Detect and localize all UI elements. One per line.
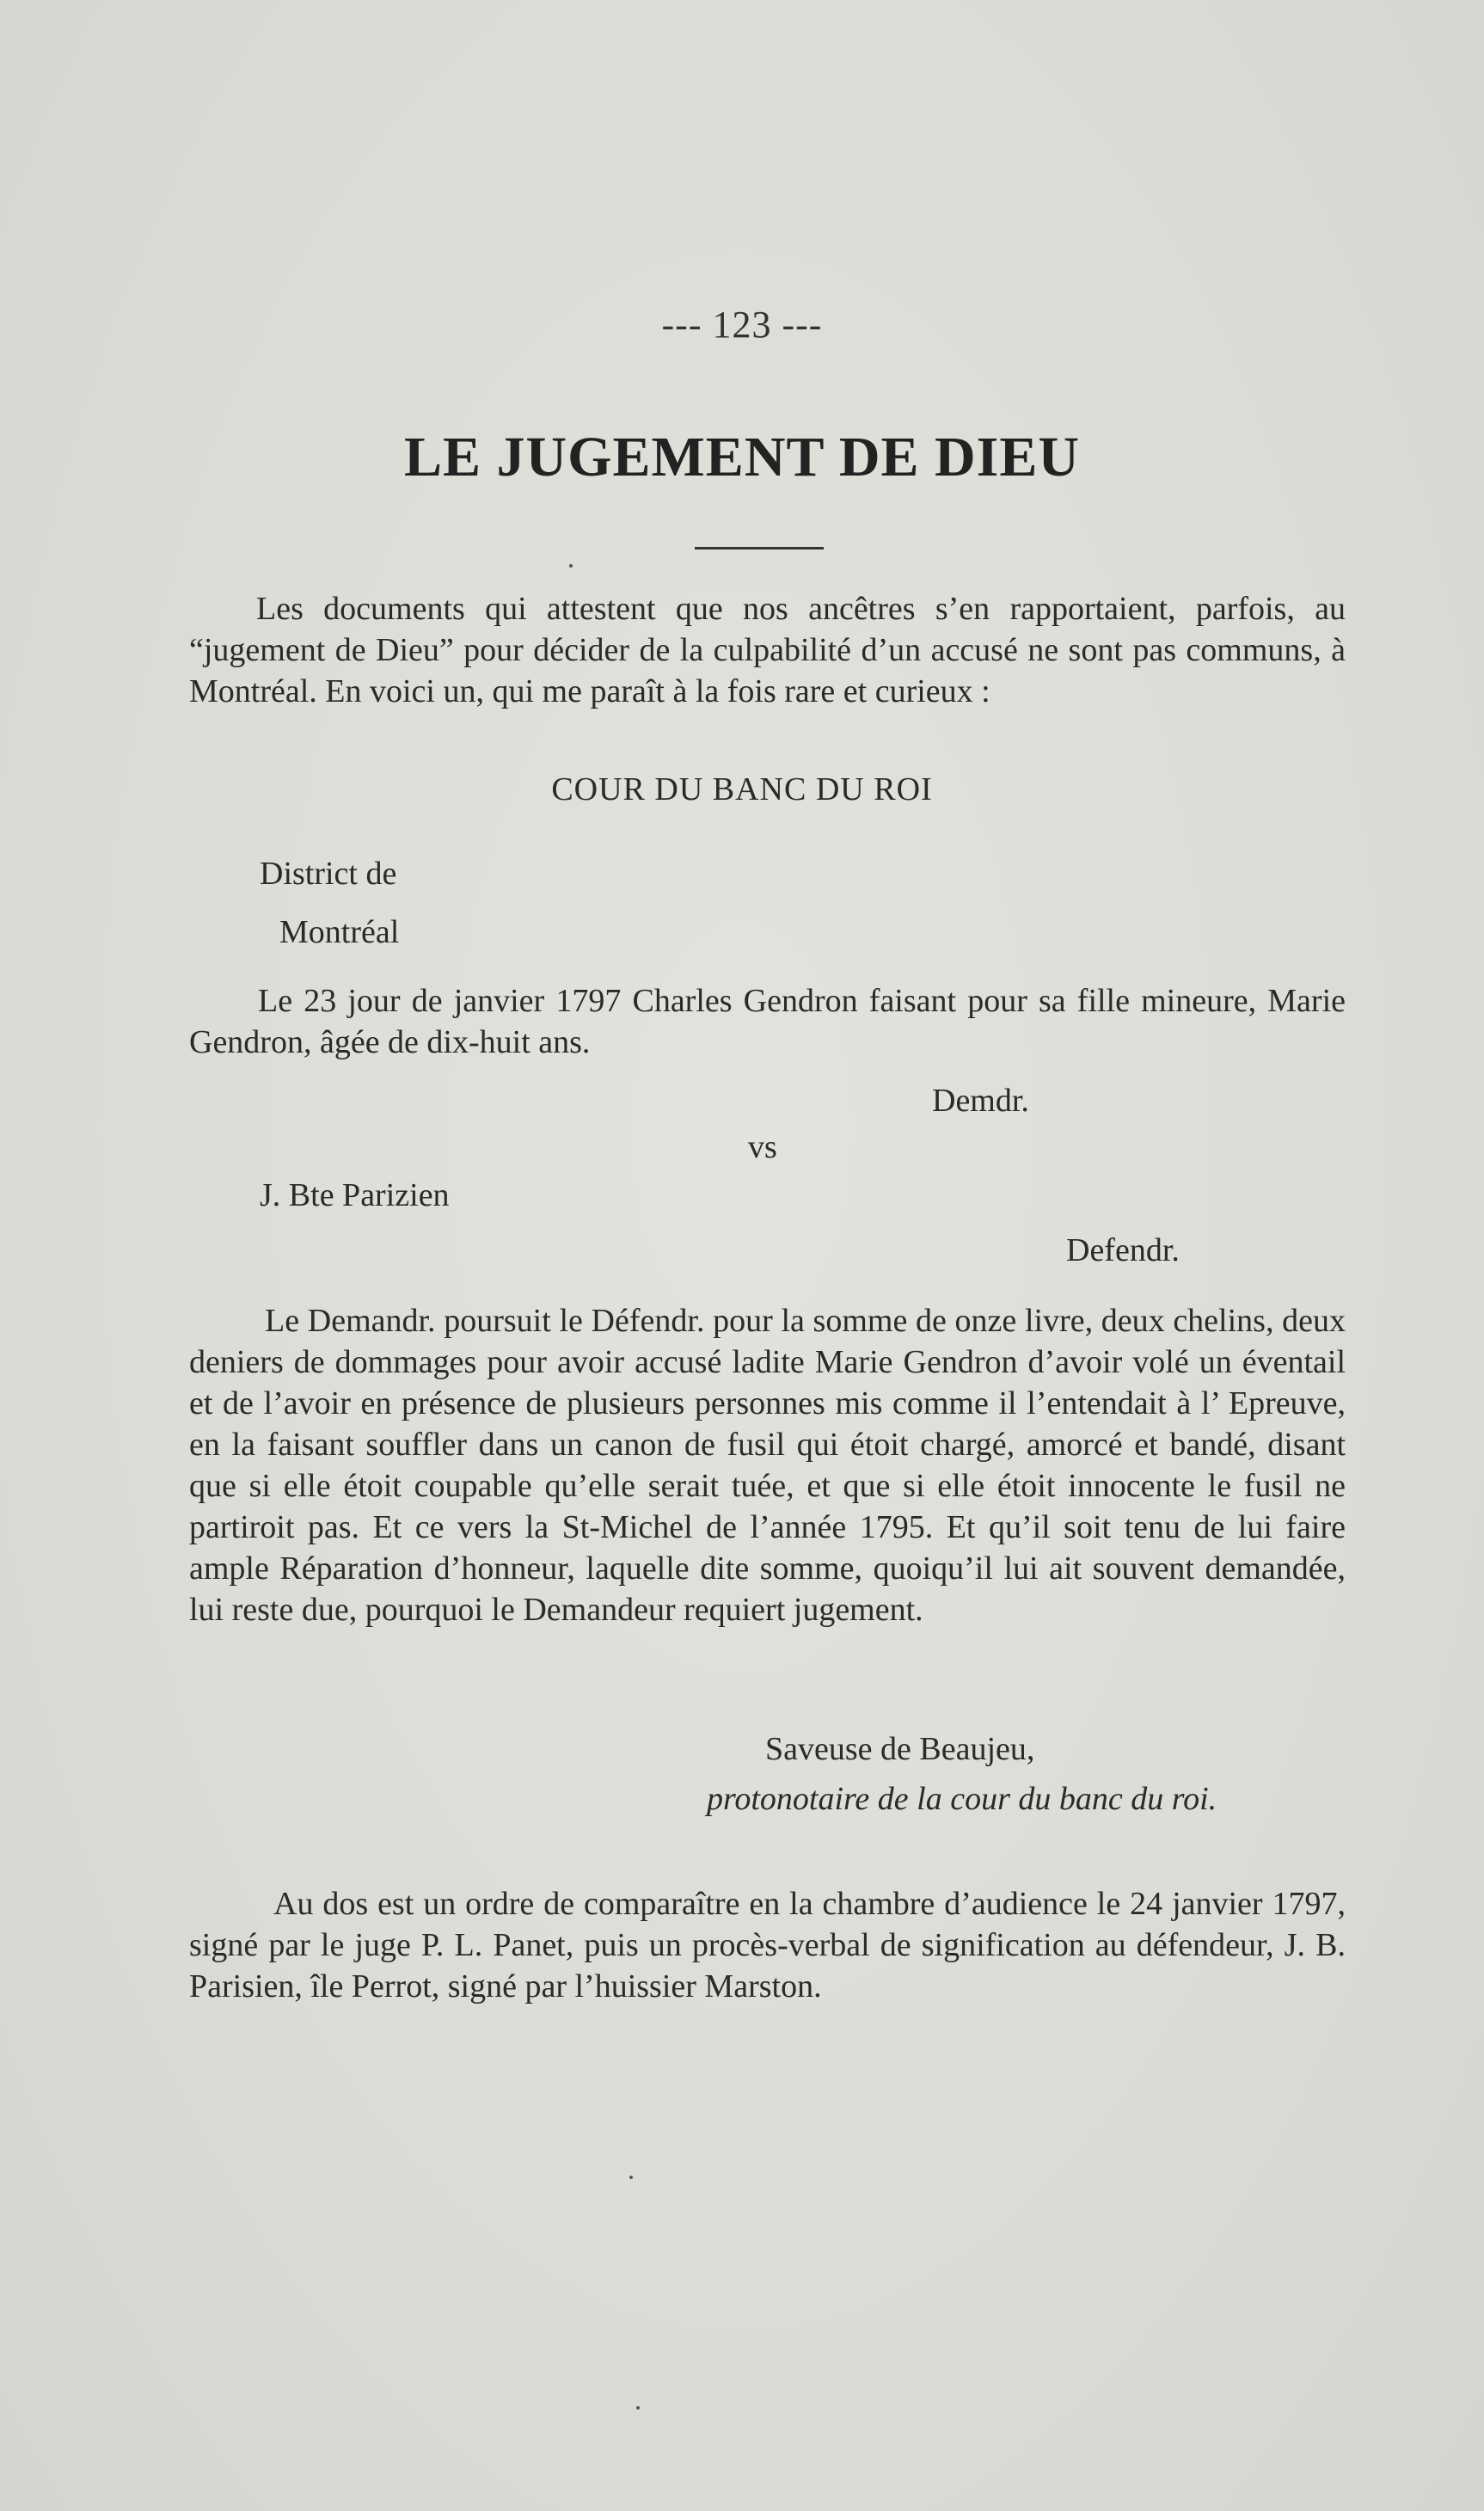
signature-title: protonotaire de la cour du banc du roi. xyxy=(707,1781,1217,1817)
paper-speck xyxy=(569,564,573,568)
page-number: --- 123 --- xyxy=(661,304,823,346)
page-title: LE JUGEMENT DE DIEU xyxy=(403,426,1081,488)
district-city: Montréal xyxy=(279,914,400,950)
district-label: District de xyxy=(260,856,397,892)
intro-paragraph: Les documents qui attestent que nos ancêtres s’en rapportaient, parfois, au “jugement de Dieu” pour décider de la culpabilité d’un accusé ne sont pas communs, à Montréal. En voici un, qui me paraît à la fois rare et curieux : xyxy=(189,591,1346,709)
plaintiff-label: Demdr. xyxy=(932,1083,1029,1119)
court-heading: COUR DU BANC DU ROI xyxy=(551,771,933,807)
claim-paragraph: Le Demandr. poursuit le Défendr. pour la somme de onze livre, deux chelins, deux deniers de dommages pour avoir accusé ladite Marie Gendron d’avoir volé un éventail et de l’avoir en présence de plusieurs personnes mis comme il l’entendait à l’ Epreuve, en la faisant souffler dans un canon de fusil qui étoit chargé, amorcé et bandé, disant que si elle étoit coupable qu’elle serait tuée, et que si elle étoit innocente le fusil ne partiroit pas. Et ce vers la St-Michel de l’année 1795. Et qu’il soit tenu de lui faire ample Réparation d’honneur, laquelle dite somme, quoiqu’il lui ait souvent demandée, lui reste due, pourquoi le Demandeur requiert jugement. xyxy=(189,1303,1346,1628)
signature-name: Saveuse de Beaujeu, xyxy=(765,1731,1035,1767)
closing-paragraph: Au dos est un ordre de comparaître en la chambre d’audience le 24 janvier 1797, signé par le juge P. L. Panet, puis un procès-verbal de signification au défendeur, J. B. Parisien, île Perrot, signé par l’huissier Marston. xyxy=(189,1886,1346,2005)
paper-speck xyxy=(629,2176,633,2179)
date-paragraph: Le 23 jour de janvier 1797 Charles Gendron faisant pour sa fille mineure, Marie Gendron, âgée de dix-huit ans. xyxy=(189,983,1346,1060)
defendant-name: J. Bte Parizien xyxy=(260,1177,450,1213)
defendant-label: Defendr. xyxy=(1066,1232,1180,1268)
versus-label: vs xyxy=(748,1129,777,1165)
paper-speck xyxy=(636,2406,640,2410)
title-divider xyxy=(695,547,824,549)
